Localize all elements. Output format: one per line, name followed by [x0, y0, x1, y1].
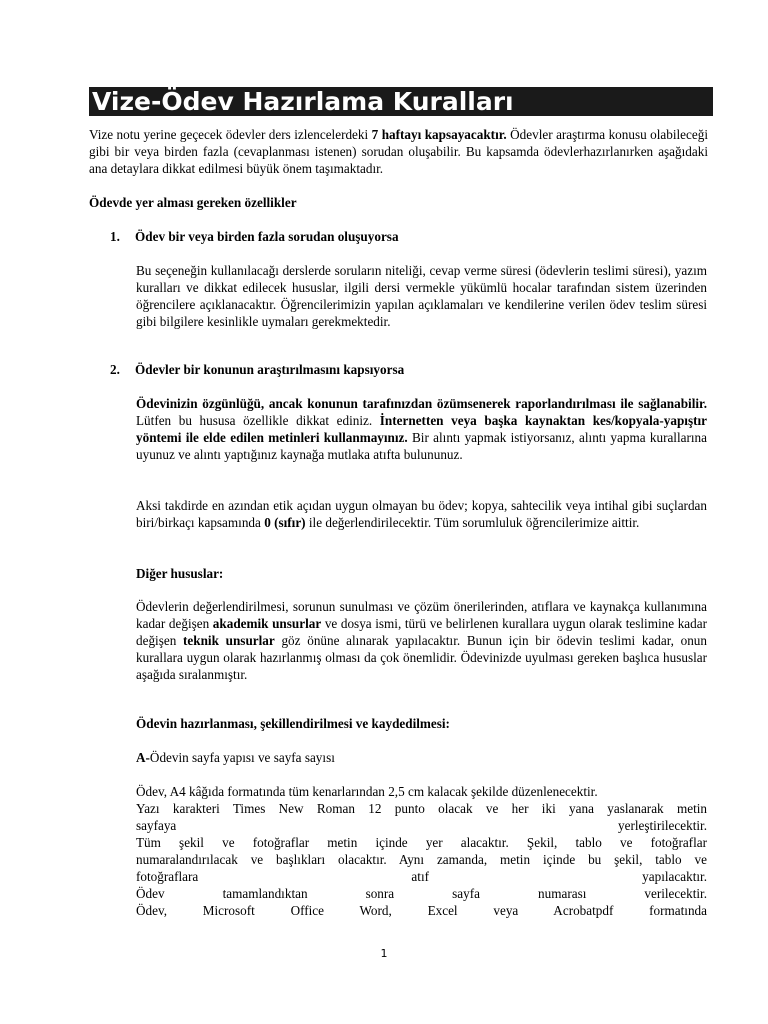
intro-paragraph [89, 126, 708, 177]
other-text-2: ve dosya ismi, türü ve belirlenen kurallara uygun olarak teslimine kadar değişen [136, 616, 707, 648]
prep-line-2: Yazı karakteri Times New Roman 12 punto olacak ve her iki yana yaslanarak metin [136, 801, 707, 816]
originality-text-2: Bir alıntı yapmak istiyorsanız, alıntı yapma kurallarına uyunuz ve alıntı yaptığınız kaynağa mutlaka atıfta bulununuz. [136, 430, 707, 462]
other-bold-1: akademik unsurlar [212, 616, 322, 631]
intro-text-2: Ödevler araştırma konusu olabileceği gibi bir veya birden fazla (cevaplanması istenen) sorudan oluşabilir. Bu kapsamda ödevlerhazırlanırken aşağıdaki ana detaylara dikkat edilmesi büyük önem taşımaktadır. [89, 127, 708, 176]
features-heading: Ödevde yer alması gereken özellikler [89, 195, 297, 210]
prep-subheading [136, 749, 335, 766]
item1-paragraph: Bu seçeneğin kullanılacağı derslerde soruların niteliği, cevap verme süresi (ödevlerin teslimi süresi), yazım kuralları ve dikkat edilecek hususlar, ilgili dersi vermekle yükümlü hocalar tarafından sistem üzerinden öğrencilere açıklanacaktır. Öğrencilerimizin yapılan açıklamaları ve kendilerine verilen ödev teslim süresi gibi bilgilere kesinlikle uymaları gerekmektedir. [136, 263, 707, 329]
prep-line-6: fotoğraflara atıf yapılacaktır. [136, 869, 707, 884]
prep-line-1: Ödev, A4 kâğıda formatında tüm kenarlarından 2,5 cm kalacak şekilde düzenlenecektir. [136, 784, 598, 799]
prep-line-4: Tüm şekil ve fotoğraflar metin içinde yer alacaktır. Şekil, tablo ve fotoğraflar [136, 835, 707, 850]
penalty-text-1: Aksi takdirde en azından etik açıdan uygun olmayan bu ödev; kopya, sahtecilik veya intihal gibi suçlardan biri/birkaçı kapsamında [136, 498, 707, 530]
intro-bold-1: 7 haftayı kapsayacaktır. [371, 127, 507, 142]
prep-sub-text: Ödevin sayfa yapısı ve sayfa sayısı [149, 750, 335, 765]
list-number-2: 2. [110, 362, 120, 377]
prep-sub-bold: A- [136, 750, 150, 765]
page-number: 1 [380, 947, 388, 960]
originality-bold-1: Ödevinizin özgünlüğü, ancak konunun tarafınızdan özümsenerek raporlandırılması ile sağlanabilir. [136, 396, 707, 411]
prep-paragraph [136, 783, 707, 919]
prep-line-5: numaralandırılacak ve başlıkları olacaktır. Aynı zamanda, metin içinde bu şekil, tablo ve [136, 852, 707, 867]
originality-bold-2: İnternetten veya başka kaynaktan kes/kopyala-yapıştır yöntemi ile elde edilen metinleri kullanmayınız. [136, 413, 707, 445]
prep-heading: Ödevin hazırlanması, şekillendirilmesi ve kaydedilmesi: [136, 716, 450, 731]
other-heading: Diğer hususlar: [136, 566, 224, 581]
penalty-paragraph [136, 497, 707, 531]
list-title-1: Ödev bir veya birden fazla sorudan oluşuyorsa [135, 229, 399, 244]
originality-paragraph [136, 395, 707, 463]
penalty-text-2: ile değerlendirilecektir. Tüm sorumluluk öğrencilerimize aittir. [305, 515, 640, 530]
prep-line-3: sayfaya yerleştirilecektir. [136, 818, 707, 833]
intro-text-1: Vize notu yerine geçecek ödevler ders izlencelerdeki [89, 127, 372, 142]
other-bold-2: teknik unsurlar [183, 633, 275, 648]
prep-line-7: Ödev tamamlandıktan sonra sayfa numarası verilecektir. [136, 886, 707, 901]
penalty-bold-1: 0 (sıfır) [264, 515, 306, 530]
prep-line-8: Ödev, Microsoft Office Word, Excel veya Acrobatpdf formatında [136, 903, 707, 918]
other-text-3: göz önüne alınarak yapılacaktır. Bunun için bir ödevin teslimi kadar, onun kurallara uygun olarak hazırlanmış olması da çok önemlidir. Ödevinizde uyulması gereken başlıca hususlar aşağıda sıralanmıştır. [136, 633, 707, 682]
list-number-1: 1. [110, 229, 120, 244]
originality-text-1: Lütfen bu hususa özellikle dikkat ediniz. [136, 413, 380, 428]
other-text-1: Ödevlerin değerlendirilmesi, sorunun sunulması ve çözüm önerilerinden, atıflara ve kaynakça kullanımına kadar değişen [136, 599, 707, 631]
list-title-2: Ödevler bir konunun araştırılmasını kapsıyorsa [135, 362, 405, 377]
document-title: Vize-Ödev Hazırlama Kuralları [89, 87, 713, 116]
other-paragraph [136, 598, 707, 683]
